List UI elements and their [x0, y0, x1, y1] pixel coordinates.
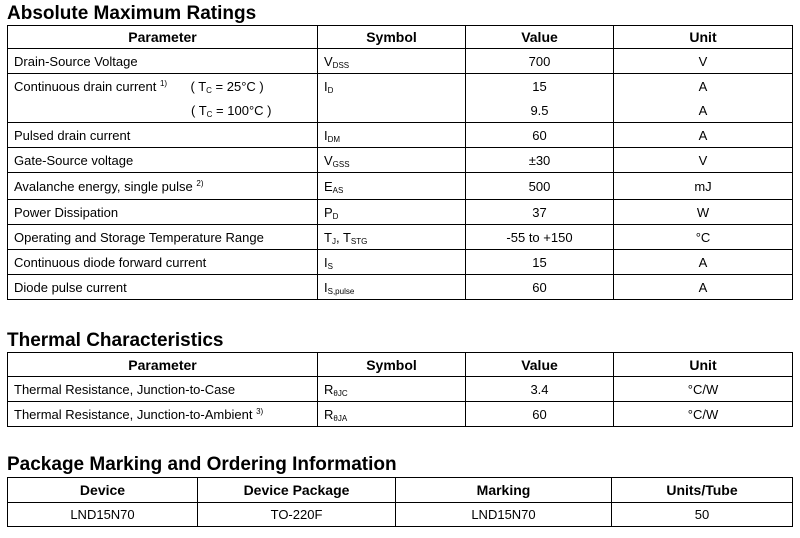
unit-cell: A — [614, 123, 793, 148]
symbol-cell: $I_D$ — [318, 74, 466, 99]
value-cell: 3.4 — [466, 377, 614, 402]
table-row — [8, 49, 793, 74]
table-row — [8, 275, 793, 300]
param-cell — [8, 99, 318, 123]
value-cell: 60 — [466, 402, 614, 427]
unit-cell: A — [614, 74, 793, 99]
unit-cell: A — [614, 275, 793, 300]
table-row — [8, 250, 793, 275]
param-cell: Thermal Resistance, Junction-to-Ambient $^{3)}$ — [8, 402, 318, 427]
value-cell: 9.5 — [466, 99, 614, 123]
abs-max-title: Absolute Maximum Ratings — [7, 3, 257, 24]
header-device-package: Device Package — [198, 478, 396, 503]
table-row — [8, 402, 793, 427]
condition-text: ( $T_C = 100^\circ C$ ) — [191, 102, 272, 119]
symbol-cell: $R_{\theta JC}$ — [318, 377, 466, 402]
param-cell: Continuous drain current $^{1)}$ ( $T_C = 25^\circ C$ ) — [8, 74, 318, 99]
table-row — [8, 377, 793, 402]
value-cell: 500 — [466, 173, 614, 200]
table-header-row — [8, 478, 793, 503]
value-cell: ±30 — [466, 148, 614, 173]
header-parameter: Parameter — [8, 26, 318, 49]
condition-text: ( $T_C = 25^\circ C$ ) — [190, 78, 264, 95]
device-cell: LND15N70 — [8, 503, 198, 527]
symbol-cell: $I_S$ — [318, 250, 466, 275]
unit-cell: °C/W — [614, 377, 793, 402]
header-marking: Marking — [396, 478, 612, 503]
header-units-tube: Units/Tube — [612, 478, 793, 503]
header-value: Value — [466, 353, 614, 377]
symbol-cell: $V_{GSS}$ — [318, 148, 466, 173]
param-cell: Gate-Source voltage — [8, 148, 318, 173]
thermal-title: Thermal Characteristics — [7, 330, 224, 351]
unit-cell: °C/W — [614, 402, 793, 427]
symbol-cell: $I_{S,pulse}$ — [318, 275, 466, 300]
param-cell: Thermal Resistance, Junction-to-Case — [8, 377, 318, 402]
value-cell: -55 to +150 — [466, 225, 614, 250]
table-row — [8, 503, 793, 527]
param-cell: Continuous diode forward current — [8, 250, 318, 275]
symbol-cell: $E_{AS}$ — [318, 173, 466, 200]
unit-cell: °C — [614, 225, 793, 250]
header-unit: Unit — [614, 353, 793, 377]
package-table — [7, 477, 793, 527]
table-row — [8, 173, 793, 200]
symbol-cell: $V_{DSS}$ — [318, 49, 466, 74]
param-cell: Drain-Source Voltage — [8, 49, 318, 74]
unit-cell: A — [614, 99, 793, 123]
units-cell: 50 — [612, 503, 793, 527]
table-row — [8, 200, 793, 225]
thermal-table — [7, 352, 793, 427]
header-symbol: Symbol — [318, 26, 466, 49]
table-row — [8, 225, 793, 250]
value-cell: 37 — [466, 200, 614, 225]
value-cell: 700 — [466, 49, 614, 74]
unit-cell: V — [614, 148, 793, 173]
header-device: Device — [8, 478, 198, 503]
table-row — [8, 123, 793, 148]
param-cell: Pulsed drain current — [8, 123, 318, 148]
unit-cell: V — [614, 49, 793, 74]
header-symbol: Symbol — [318, 353, 466, 377]
param-cell: Avalanche energy, single pulse $^{2)}$ — [8, 173, 318, 200]
value-cell: 15 — [466, 250, 614, 275]
header-parameter: Parameter — [8, 353, 318, 377]
unit-cell: mJ — [614, 173, 793, 200]
symbol-cell — [318, 99, 466, 123]
value-cell: 60 — [466, 123, 614, 148]
param-cell: Power Dissipation — [8, 200, 318, 225]
table-row — [8, 148, 793, 173]
unit-cell: A — [614, 250, 793, 275]
header-unit: Unit — [614, 26, 793, 49]
symbol-cell: $T_J$, $T_{STG}$ — [318, 225, 466, 250]
table-header-row — [8, 353, 793, 377]
table-row — [8, 99, 793, 123]
package-title: Package Marking and Ordering Information — [7, 454, 397, 475]
symbol-cell: $R_{\theta JA}$ — [318, 402, 466, 427]
value-cell: 60 — [466, 275, 614, 300]
value-cell: 15 — [466, 74, 614, 99]
unit-cell: W — [614, 200, 793, 225]
package-cell: TO-220F — [198, 503, 396, 527]
symbol-cell: $P_D$ — [318, 200, 466, 225]
param-cell: Diode pulse current — [8, 275, 318, 300]
abs-max-table — [7, 25, 793, 300]
header-value: Value — [466, 26, 614, 49]
table-row — [8, 74, 793, 99]
marking-cell: LND15N70 — [396, 503, 612, 527]
param-cell: Operating and Storage Temperature Range — [8, 225, 318, 250]
symbol-cell: $I_{DM}$ — [318, 123, 466, 148]
table-header-row — [8, 26, 793, 49]
